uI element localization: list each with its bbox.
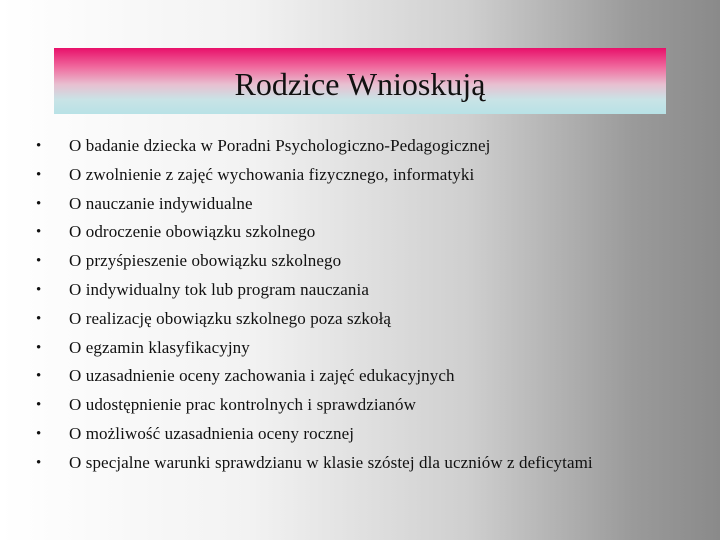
bullet-icon: • bbox=[36, 224, 42, 241]
list-item bbox=[36, 338, 706, 367]
list-item bbox=[36, 395, 706, 424]
bullet-icon: • bbox=[36, 339, 42, 356]
list-item bbox=[36, 165, 706, 194]
list-item-text: O badanie dziecka w Poradni Psychologiczno-Pedagogicznej bbox=[69, 136, 491, 155]
bullet-icon: • bbox=[36, 454, 42, 471]
list-item-text: O indywidualny tok lub program nauczania bbox=[69, 279, 370, 299]
list-item-text: O uzasadnienie oceny zachowania i zajęć edukacyjnych bbox=[69, 366, 455, 386]
list-item bbox=[36, 251, 706, 280]
slide-title: Rodzice Wnioskują bbox=[234, 65, 486, 102]
list-item bbox=[36, 194, 706, 223]
bullet-icon: • bbox=[36, 397, 42, 414]
bullet-icon: • bbox=[36, 281, 42, 298]
list-item-text: O możliwość uzasadnienia oceny rocznej bbox=[69, 423, 355, 443]
list-item-text: O egzamin klasyfikacyjny bbox=[69, 337, 250, 357]
bullet-icon: • bbox=[36, 253, 42, 270]
bullet-list bbox=[36, 136, 706, 482]
list-item-text: O specjalne warunki sprawdzianu w klasie szóstej dla uczniów z deficytami bbox=[69, 452, 593, 472]
bullet-icon: • bbox=[36, 166, 42, 183]
bullet-icon: • bbox=[36, 195, 42, 212]
list-item-text: O odroczenie obowiązku szkolnego bbox=[69, 222, 316, 242]
list-item bbox=[36, 424, 706, 453]
list-item bbox=[36, 366, 706, 395]
list-item-text: O przyśpieszenie obowiązku szkolnego bbox=[69, 251, 342, 271]
list-item bbox=[36, 136, 706, 165]
list-item bbox=[36, 222, 706, 251]
bullet-icon: • bbox=[36, 425, 42, 442]
list-item bbox=[36, 309, 706, 338]
list-item bbox=[36, 453, 706, 482]
list-item bbox=[36, 280, 706, 309]
title-banner bbox=[54, 48, 666, 114]
list-item-text: O udostępnienie prac kontrolnych i sprawdzianów bbox=[69, 395, 416, 415]
bullet-icon: • bbox=[36, 310, 42, 327]
list-item-text: O nauczanie indywidualne bbox=[69, 193, 253, 213]
bullet-icon: • bbox=[36, 138, 42, 154]
list-item-text: O realizację obowiązku szkolnego poza szkołą bbox=[69, 308, 392, 328]
list-item-text: O zwolnienie z zajęć wychowania fizycznego, informatyki bbox=[69, 164, 475, 184]
bullet-icon: • bbox=[36, 368, 42, 385]
